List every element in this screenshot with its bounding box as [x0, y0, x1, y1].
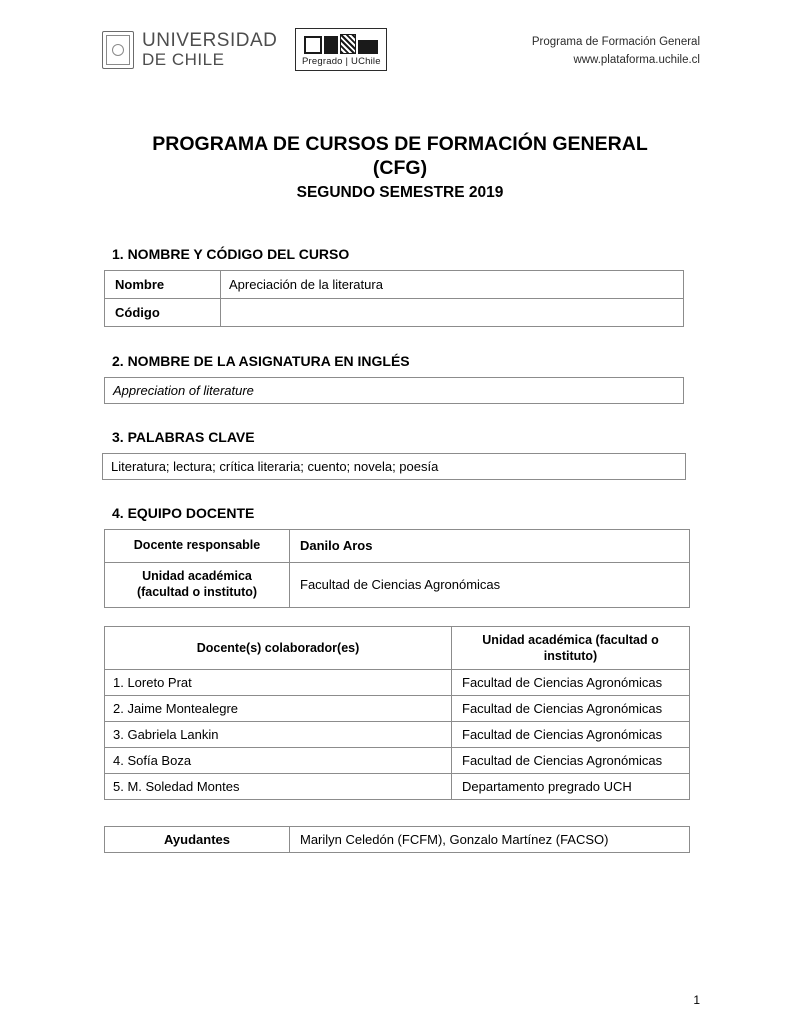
pregrado-shapes-icon — [298, 32, 384, 54]
table-row — [105, 696, 690, 722]
platform-url: www.plataforma.uchile.cl — [573, 53, 700, 66]
label-unidad-academica — [105, 562, 290, 607]
label-ayudantes: Ayudantes — [105, 827, 290, 853]
keywords-table — [102, 453, 686, 480]
header-unidad-academica: Unidad académica (facultad o instituto) — [452, 626, 690, 670]
header-logos — [100, 28, 387, 71]
page-number: 1 — [693, 993, 700, 1007]
value-english-name: Appreciation of literature — [105, 377, 684, 403]
label-unidad-line1: Unidad académica — [142, 569, 252, 584]
university-name-line2: DE CHILE — [142, 49, 225, 69]
collaborator-name: 1. Loreto Prat — [105, 670, 452, 696]
collaborator-name: 3. Gabriela Lankin — [105, 722, 452, 748]
table-row — [105, 298, 684, 326]
value-ayudantes: Marilyn Celedón (FCFM), Gonzalo Martínez (FACSO) — [290, 827, 690, 853]
table-row — [105, 562, 690, 607]
table-row — [105, 529, 690, 562]
table-header-row — [105, 626, 690, 670]
collaborators-table — [104, 626, 690, 801]
page-title-line2: (CFG) — [372, 157, 428, 180]
university-wordmark — [142, 31, 277, 69]
universidad-de-chile-logo — [102, 31, 277, 69]
label-codigo: Código — [105, 298, 221, 326]
collaborator-unit: Departamento pregrado UCH — [452, 774, 690, 800]
section-heading-3: 3. PALABRAS CLAVE — [112, 428, 255, 445]
value-nombre: Apreciación de la literatura — [221, 270, 684, 298]
table-row — [105, 748, 690, 774]
header-program-info — [532, 28, 700, 70]
document-header — [100, 28, 700, 84]
collaborator-name: 4. Sofía Boza — [105, 748, 452, 774]
header-colaboradores: Docente(s) colaborador(es) — [105, 626, 452, 670]
table-row — [105, 722, 690, 748]
section-heading-4: 4. EQUIPO DOCENTE — [112, 504, 255, 521]
table-row — [105, 670, 690, 696]
collaborator-name: 5. M. Soledad Montes — [105, 774, 452, 800]
table-row — [105, 377, 684, 403]
pregrado-uchile-logo — [295, 28, 387, 71]
collaborator-unit: Facultad de Ciencias Agronómicas — [452, 722, 690, 748]
page-title-line1: PROGRAMA DE CURSOS DE FORMACIÓN GENERAL — [152, 133, 648, 155]
label-docente-responsable: Docente responsable — [105, 529, 290, 562]
table-row — [103, 453, 686, 479]
university-name-line1: UNIVERSIDAD — [142, 29, 278, 51]
collaborator-unit: Facultad de Ciencias Agronómicas — [452, 670, 690, 696]
program-label: Programa de Formación General — [531, 36, 700, 48]
course-name-table — [104, 270, 684, 327]
table-row — [105, 774, 690, 800]
section-heading-1: 1. NOMBRE Y CÓDIGO DEL CURSO — [112, 245, 350, 262]
assistants-table — [104, 826, 690, 853]
value-keywords: Literatura; lectura; crítica literaria; cuento; novela; poesía — [103, 453, 686, 479]
pregrado-label: Pregrado | UChile — [301, 56, 381, 67]
label-nombre: Nombre — [105, 270, 221, 298]
responsible-teacher-table — [104, 529, 690, 608]
collaborator-name: 2. Jaime Montealegre — [105, 696, 452, 722]
value-docente-responsable: Danilo Aros — [290, 529, 690, 562]
university-crest-icon — [102, 31, 134, 69]
page-title — [100, 132, 700, 181]
section-heading-2: 2. NOMBRE DE LA ASIGNATURA EN INGLÉS — [112, 352, 410, 369]
page-subtitle: SEGUNDO SEMESTRE 2019 — [296, 183, 504, 201]
value-unidad-academica: Facultad de Ciencias Agronómicas — [290, 562, 690, 607]
value-codigo — [221, 298, 684, 326]
table-row — [105, 827, 690, 853]
table-row — [105, 270, 684, 298]
english-name-table — [104, 377, 684, 404]
collaborator-unit: Facultad de Ciencias Agronómicas — [452, 696, 690, 722]
label-unidad-line2: (facultad o instituto) — [136, 584, 258, 599]
collaborator-unit: Facultad de Ciencias Agronómicas — [452, 748, 690, 774]
